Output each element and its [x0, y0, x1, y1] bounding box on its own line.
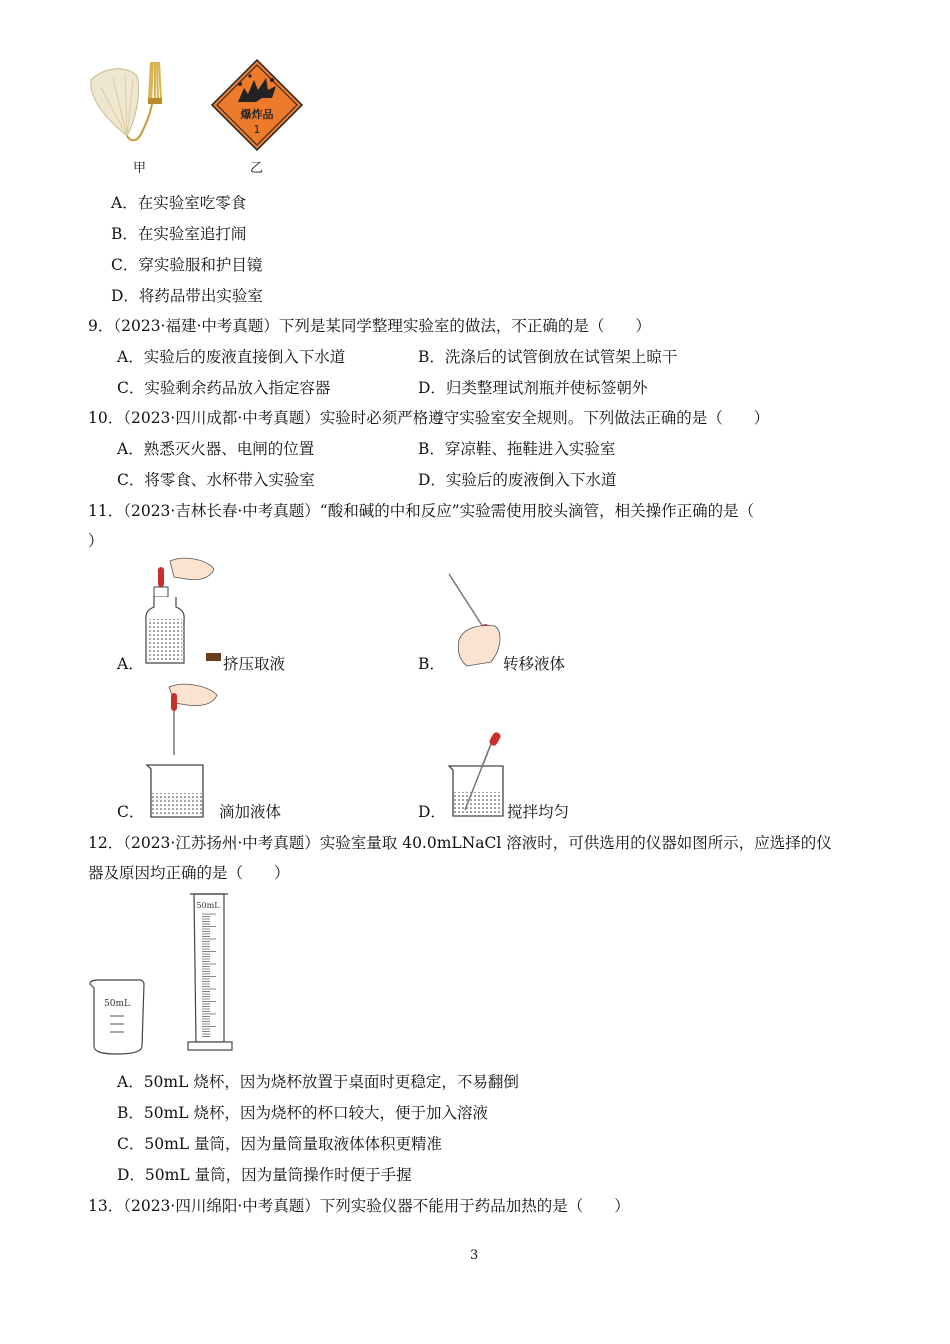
q11-option-b-letter: B． [418, 655, 445, 673]
q12-stem-line2: 器及原因均正确的是（ ） [88, 864, 290, 882]
q13-stem: 13．（2023·四川绵阳·中考真题）下列实验仪器不能用于药品加热的是（ ） [88, 1197, 630, 1215]
q10-option-d: D．实验后的废液倒入下水道 [418, 471, 617, 489]
beaker-50ml-image [86, 978, 148, 1056]
q11-figure-d-stirring [445, 730, 507, 820]
graduated-cylinder-50ml-image [186, 890, 234, 1054]
q8-option-d: D．将药品带出实验室 [111, 287, 263, 305]
ginkgo-bookmark-image [85, 58, 180, 146]
q9-option-a: A．实验后的废液直接倒入下水道 [117, 348, 346, 366]
q9-option-d: D．归类整理试剂瓶并使标签朝外 [418, 379, 648, 397]
explosive-warning-sign [210, 58, 304, 152]
q11-option-c-letter: C． [117, 803, 145, 821]
q11-stem-line2: ） [88, 532, 104, 550]
figure-label-yi: 乙 [250, 161, 264, 176]
cylinder-label: 50mL [196, 901, 220, 910]
q9-option-b: B．洗涤后的试管倒放在试管架上晾干 [418, 348, 678, 366]
q11-option-d-text: 搅拌均匀 [507, 803, 570, 821]
q11-option-b-text: 转移液体 [503, 655, 566, 673]
q11-option-a-text: 挤压取液 [223, 655, 286, 673]
q12-option-c: C．50mL 量筒，因为量筒量取液体体积更精准 [117, 1135, 443, 1153]
q12-option-a: A．50mL 烧杯，因为烧杯放置于桌面时更稳定，不易翻倒 [117, 1073, 519, 1091]
q8-option-b: B．在实验室追打闹 [111, 225, 247, 243]
beaker-label: 50mL [104, 999, 130, 1009]
q12-option-d: D．50mL 量筒，因为量筒操作时便于手握 [117, 1166, 412, 1184]
q11-figure-c-beaker-dropper [143, 683, 223, 821]
sign-text: 爆炸品 [240, 108, 274, 121]
q10-stem: 10．（2023·四川成都·中考真题）实验时必须严格遵守实验室安全规则。下列做法正确的是（ ） [88, 409, 770, 427]
q11-option-a-letter: A． [117, 655, 144, 673]
q12-stem-line1: 12．（2023·江苏扬州·中考真题）实验室量取 40.0mLNaCl 溶液时，可供选用的仪器如图所示，应选择的仪 [88, 834, 832, 852]
q8-option-c: C．穿实验服和护目镜 [111, 256, 263, 274]
sign-number: 1 [253, 123, 261, 136]
q9-option-c: C．实验剩余药品放入指定容器 [117, 379, 331, 397]
figure-label-jia: 甲 [133, 161, 147, 176]
q11-option-d-letter: D． [418, 803, 446, 821]
page-number: 3 [470, 1248, 479, 1263]
q10-option-c: C．将零食、水杯带入实验室 [117, 471, 315, 489]
q9-stem: 9．（2023·福建·中考真题）下列是某同学整理实验室的做法，不正确的是（ ） [88, 317, 651, 335]
q10-option-a: A．熟悉灭火器、电闸的位置 [117, 440, 315, 458]
q11-stem-line1: 11．（2023·吉林长春·中考真题）“酸和碱的中和反应”实验需使用胶头滴管，相关操作正确的是（ [88, 502, 755, 520]
q10-option-b: B．穿凉鞋、拖鞋进入实验室 [418, 440, 616, 458]
q12-option-b: B．50mL 烧杯，因为烧杯的杯口较大，便于加入溶液 [117, 1104, 489, 1122]
q11-option-c-text: 滴加液体 [219, 803, 282, 821]
q11-figure-b-hand-dropper [445, 570, 505, 670]
q8-option-a: A．在实验室吃零食 [111, 194, 247, 212]
q11-figure-a-bottle-dropper [140, 557, 225, 669]
